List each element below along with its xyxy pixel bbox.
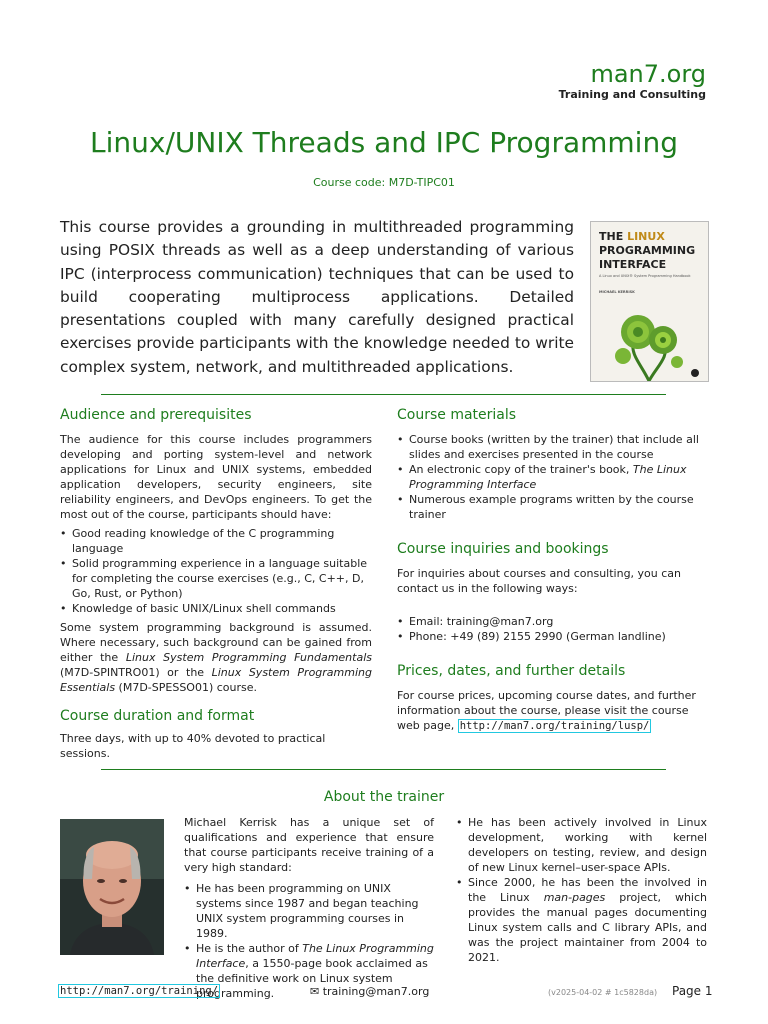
trainer-intro: Michael Kerrisk has a unique set of qualifications and experience that ensure that course participants receive training of a very high standard: xyxy=(184,816,434,874)
list-item: • An electronic copy of the trainer's book, The Linux Programming Interface xyxy=(397,462,709,492)
inquiries-text: For inquiries about courses and consulting, you can contact us in the following ways: xyxy=(397,567,682,595)
book-cover-subtitle: A Linux and UNIX® System Programming Handbook xyxy=(599,274,691,278)
trainer-list-left xyxy=(184,881,434,1001)
materials-list xyxy=(397,432,709,522)
list-item: • Numerous example programs written by the course trainer xyxy=(397,492,709,522)
footer-version: (v2025-04-02 # 1c5828da) xyxy=(548,988,658,997)
fern-illustration xyxy=(591,294,708,381)
page-title: Linux/UNIX Threads and IPC Programming xyxy=(90,126,678,159)
page-number: Page 1 xyxy=(672,984,713,998)
course-web-page-link[interactable]: http://man7.org/training/lusp/ xyxy=(459,720,650,732)
background-note: Some system programming background is assumed. Where necessary, such background can be gained from either the Linux System Programming Fundamentals (M7D-SPINTRO01) or the Linux System Programming Essentials (M7D-SPESSO01) course. xyxy=(60,621,372,694)
left-column xyxy=(60,406,372,761)
intro-paragraph: This course provides a grounding in multithreaded programming using POSIX threads as well as a deep understanding of various IPC (interprocess communication) techniques that can be used to build cooperating multiprocess applications. Detailed presentations coupled with many carefully designed practical exercises provide participants with the knowledge needed to write complex system, network, and multithreaded applications. xyxy=(60,218,574,376)
list-item: • He is the author of The Linux Programming Interface, a 1550-page book acclaimed as the definitive work on Linux system programming. xyxy=(184,941,434,1001)
publisher-logo-icon xyxy=(691,369,699,377)
brand-name: man7.org xyxy=(590,60,706,88)
trainer-photo xyxy=(60,819,164,955)
book-cover-author: MICHAEL KERRISK xyxy=(599,290,635,294)
right-column xyxy=(397,406,709,734)
list-item: • Solid programming experience in a language suitable for completing the course exercises (e.g., C, C++, D, Go, Rust, or Python) xyxy=(60,556,372,601)
list-item: • Course books (written by the trainer) that include all slides and exercises presented in the course xyxy=(397,432,709,462)
list-item: • He has been programming on UNIX systems since 1987 and began teaching UNIX system programming courses in 1989. xyxy=(184,881,434,941)
trainer-left-text xyxy=(184,815,434,1001)
list-item: • Knowledge of basic UNIX/Linux shell commands xyxy=(60,601,372,616)
book-cover-title: THE LINUX PROGRAMMING INTERFACE xyxy=(599,230,696,271)
course-code: Course code: M7D-TIPC01 xyxy=(313,176,455,189)
audience-heading: Audience and prerequisites xyxy=(60,407,252,423)
contact-list xyxy=(397,614,709,644)
materials-heading: Course materials xyxy=(397,407,517,423)
trainer-right-text xyxy=(456,815,707,965)
inquiries-heading: Course inquiries and bookings xyxy=(397,541,609,557)
contact-email[interactable]: • Email: training@man7.org xyxy=(397,614,709,629)
audience-paragraph: The audience for this course includes programmers developing and porting system-level and network applications for Linux and UNIX systems, embedded application developers, security engineers, site reliability engineers, and DevOps engineers. To get the most out of the course, participants should have: xyxy=(60,433,372,521)
contact-phone: • Phone: +49 (89) 2155 2990 (German landline) xyxy=(397,629,709,644)
envelope-icon: ✉ xyxy=(310,985,320,998)
list-item: • He has been actively involved in Linux development, working with kernel developers on testing, review, and design of new Linux kernel–user-space APIs. xyxy=(456,815,707,875)
divider xyxy=(101,394,666,395)
book-cover-image xyxy=(590,221,709,382)
trainer-list-right xyxy=(456,815,707,965)
trainer-heading: About the trainer xyxy=(323,789,445,805)
footer-email[interactable]: ✉ training@man7.org xyxy=(310,985,430,998)
prerequisites-list xyxy=(60,526,372,616)
footer-training-link[interactable]: http://man7.org/training/ xyxy=(60,985,219,997)
duration-text: Three days, with up to 40% devoted to practical sessions. xyxy=(60,732,326,760)
brand-subtitle: Training and Consulting xyxy=(558,88,706,101)
divider xyxy=(101,769,666,770)
course-link-essentials: Linux System Programming Essentials xyxy=(60,666,372,694)
list-item: • Since 2000, he has been the involved in the Linux man-pages project, which provides the manual pages documenting Linux system calls and C library APIs, and was the project maintainer from 2004 to 2021. xyxy=(456,875,707,965)
list-item: • Good reading knowledge of the C programming language xyxy=(60,526,372,556)
prices-heading: Prices, dates, and further details xyxy=(397,663,626,679)
brand xyxy=(559,60,706,102)
duration-heading: Course duration and format xyxy=(60,708,255,724)
prices-text: For course prices, upcoming course dates, and further information about the course, please visit the course web page, http://man7.org/training/lusp/ xyxy=(397,689,696,732)
course-link-fundamentals: Linux System Programming Fundamentals xyxy=(125,651,372,664)
